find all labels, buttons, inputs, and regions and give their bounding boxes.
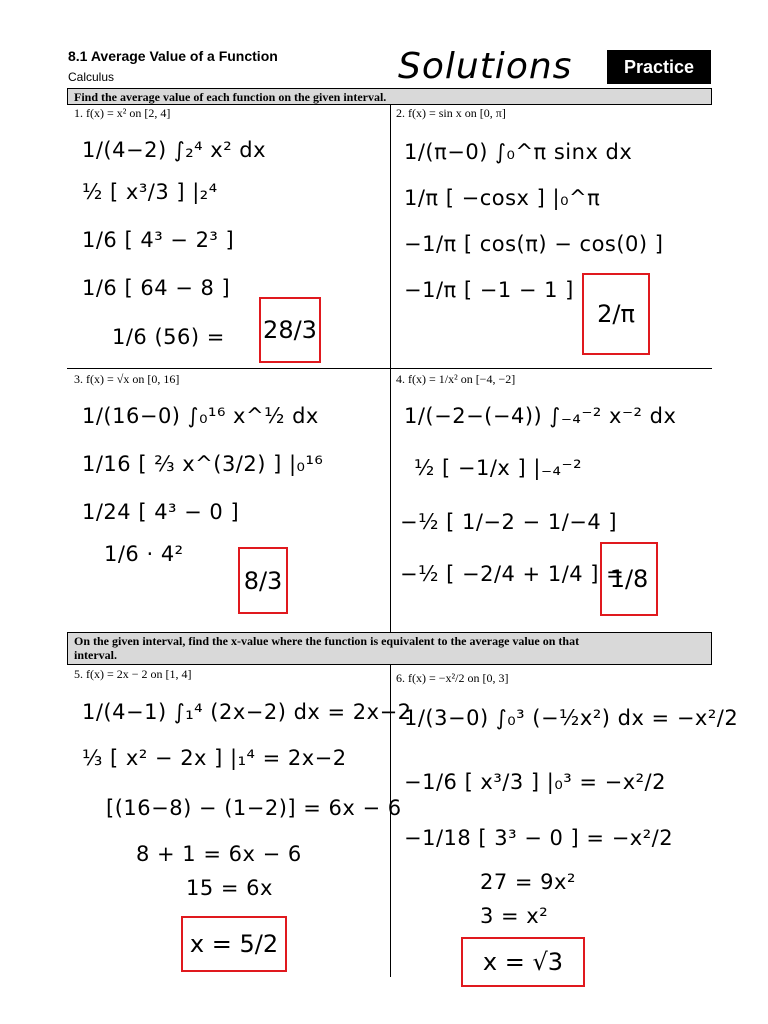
problem-5-step-1: 1/(4−1) ∫₁⁴ (2x−2) dx = 2x−2: [82, 700, 412, 724]
problem-3-step-1: 1/(16−0) ∫₀¹⁶ x^½ dx: [82, 404, 319, 428]
problem-4-step-2: ½ [ −1/x ] |₋₄⁻²: [414, 456, 582, 480]
problem-1-step-3: 1/6 [ 4³ − 2³ ]: [82, 228, 235, 252]
problem-1-step-4: 1/6 [ 64 − 8 ]: [82, 276, 231, 300]
problem-4-label: 4. f(x) = 1/x² on [−4, −2]: [396, 372, 516, 386]
problem-6-step-2: −1/6 [ x³/3 ] |₀³ = −x²/2: [404, 770, 666, 794]
problem-1-answer: 28/3: [259, 297, 321, 363]
problem-2-step-4: −1/π [ −1 − 1 ]: [404, 278, 574, 302]
problem-4-step-1: 1/(−2−(−4)) ∫₋₄⁻² x⁻² dx: [404, 404, 677, 428]
section2-instruction-line-2: interval.: [74, 648, 117, 662]
problem-2-step-2: 1/π [ −cosx ] |₀^π: [404, 186, 601, 210]
problem-5-step-4: 8 + 1 = 6x − 6: [136, 842, 302, 866]
problem-6-step-4: 27 = 9x²: [480, 870, 576, 894]
section2-instruction-line-1: On the given interval, find the x-value where the function is equivalent to the average value on that: [74, 634, 580, 648]
problem-2-step-3: −1/π [ cos(π) − cos(0) ]: [404, 232, 664, 256]
page-title: 8.1 Average Value of a Function: [68, 48, 278, 64]
problem-2-answer: 2/π: [582, 273, 650, 355]
problem-6-label: 6. f(x) = −x²/2 on [0, 3]: [396, 671, 509, 685]
problem-3-step-2: 1/16 [ ⅔ x^(3/2) ] |₀¹⁶: [82, 452, 324, 476]
problem-6-step-5: 3 = x²: [480, 904, 549, 928]
problem-3-step-3: 1/24 [ 4³ − 0 ]: [82, 500, 240, 524]
problem-6-step-3: −1/18 [ 3³ − 0 ] = −x²/2: [404, 826, 674, 850]
solutions-heading: Solutions: [398, 46, 573, 87]
section2-instruction: [67, 632, 712, 665]
problem-5-step-5: 15 = 6x: [186, 876, 273, 900]
problem-1-step-2: ½ [ x³/3 ] |₂⁴: [82, 180, 218, 204]
problem-5-label: 5. f(x) = 2x − 2 on [1, 4]: [74, 667, 192, 681]
problem-5-answer: x = 5/2: [181, 916, 287, 972]
problem-4-step-4: −½ [ −2/4 + 1/4 ] =: [400, 562, 625, 586]
problem-3-step-4: 1/6 · 4²: [104, 542, 184, 566]
problem-6-step-1: 1/(3−0) ∫₀³ (−½x²) dx = −x²/2: [404, 706, 739, 730]
practice-badge: Practice: [607, 50, 711, 84]
problem-1-label: 1. f(x) = x² on [2, 4]: [74, 106, 171, 120]
problem-4-answer: 1/8: [600, 542, 658, 616]
course-subtitle: Calculus: [68, 70, 115, 84]
problem-2-step-1: 1/(π−0) ∫₀^π sinx dx: [404, 140, 633, 164]
problem-5-step-3: [(16−8) − (1−2)] = 6x − 6: [106, 796, 402, 820]
problem-3-answer: 8/3: [238, 547, 288, 614]
problem-3-label: 3. f(x) = √x on [0, 16]: [74, 372, 180, 386]
row-divider: [67, 368, 712, 369]
problem-1-step-5: 1/6 (56) =: [112, 325, 225, 349]
problem-2-label: 2. f(x) = sin x on [0, π]: [396, 106, 506, 120]
problem-4-step-3: −½ [ 1/−2 − 1/−4 ]: [400, 510, 618, 534]
problem-6-answer: x = √3: [461, 937, 585, 987]
problem-1-step-1: 1/(4−2) ∫₂⁴ x² dx: [82, 138, 267, 162]
section1-instruction: Find the average value of each function on the given interval.: [67, 88, 712, 105]
problem-5-step-2: ⅓ [ x² − 2x ] |₁⁴ = 2x−2: [82, 746, 347, 770]
